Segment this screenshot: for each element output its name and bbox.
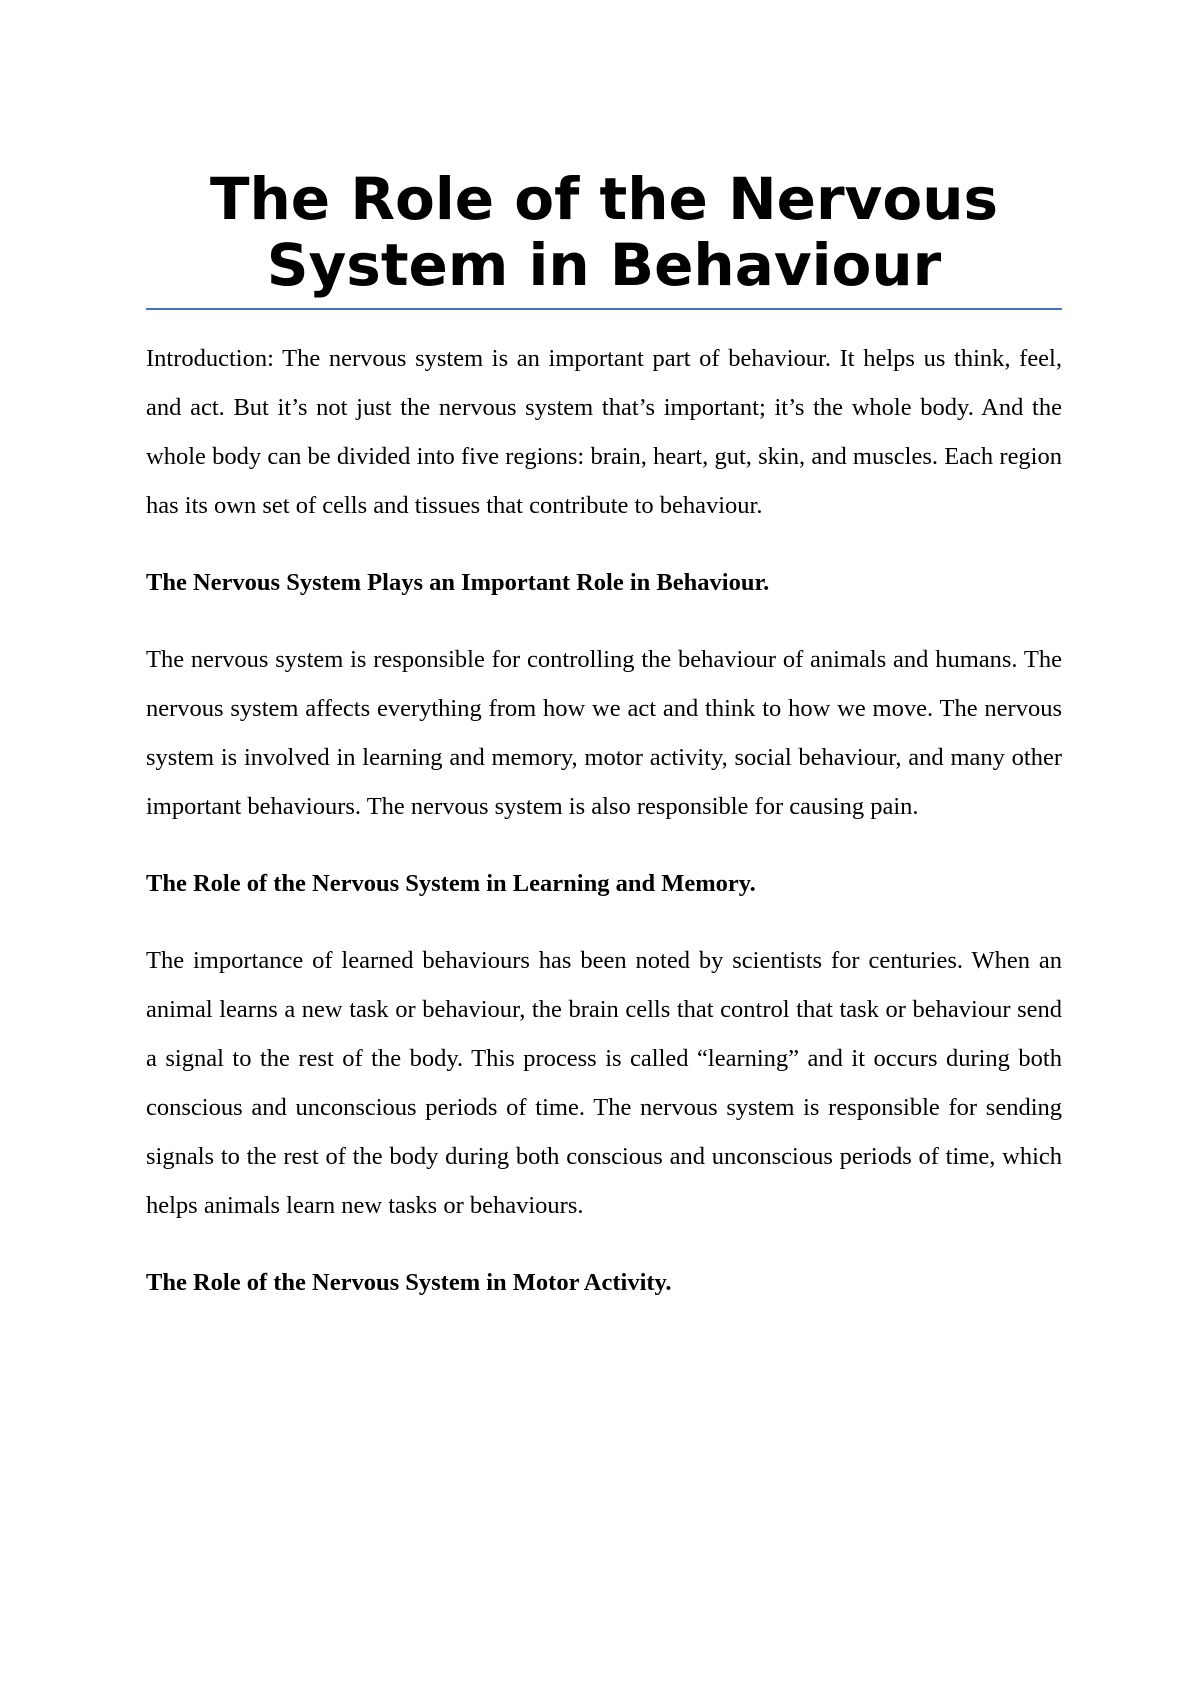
section-heading-learning-memory: The Role of the Nervous System in Learning and Memory.	[146, 870, 756, 897]
section-heading-role-in-behaviour: The Nervous System Plays an Important Role in Behaviour.	[146, 569, 770, 596]
document-body	[146, 334, 1062, 1335]
section-heading-motor-activity: The Role of the Nervous System in Motor Activity.	[146, 1269, 672, 1296]
document-title: The Role of the Nervous System in Behaviour	[209, 165, 999, 299]
learning-paragraph: The importance of learned behaviours has been noted by scientists for centuries. When an animal learns a new task or behaviour, the brain cells that control that task or behaviour send a signal to the rest of the body. This process is called “learning” and it occurs during both conscious and unconscious periods of time. The nervous system is responsible for sending signals to the rest of the body during both conscious and unconscious periods of time, which helps animals learn new tasks or behaviours.	[146, 947, 1062, 1219]
intro-paragraph: Introduction: The nervous system is an important part of behaviour. It helps us think, feel, and act. But it’s not just the nervous system that’s important; it’s the whole body. And the whole body can be divided into five regions: brain, heart, gut, skin, and muscles. Each region has its own set of cells and tissues that contribute to behaviour.	[146, 345, 1062, 519]
behaviour-paragraph: The nervous system is responsible for controlling the behaviour of animals and humans. The nervous system affects everything from how we act and think to how we move. The nervous system is involved in learning and memory, motor activity, social behaviour, and many other important behaviours. The nervous system is also responsible for causing pain.	[146, 646, 1062, 820]
title-underline	[146, 308, 1062, 310]
